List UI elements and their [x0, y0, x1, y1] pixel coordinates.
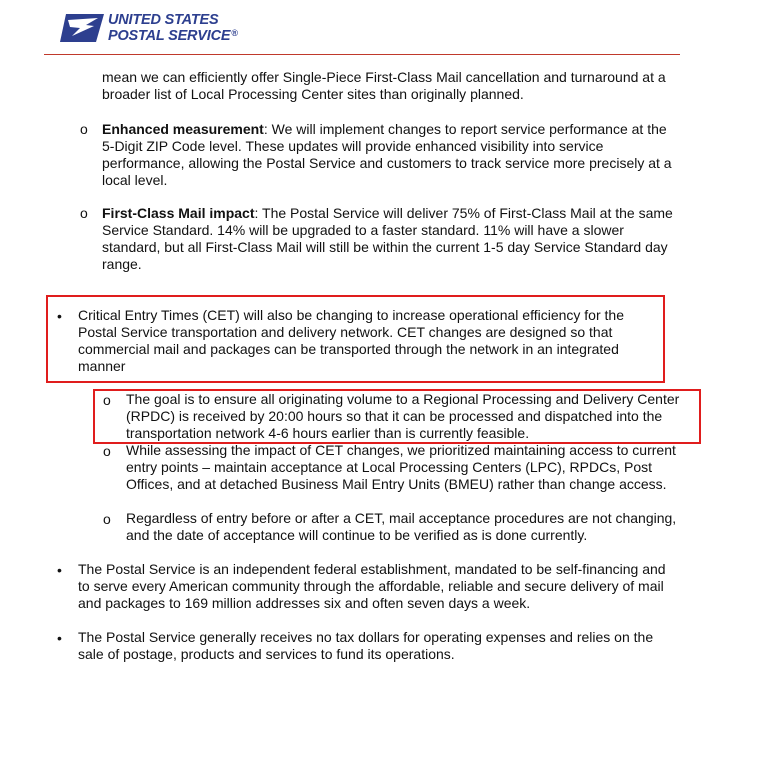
- header-rule: [44, 54, 680, 55]
- assessing-text: While assessing the impact of CET changes, we prioritized maintaining access to current entry points – maintain acceptance at Local Processing Centers (LPC), RPDCs, Post Offices, and at detached Business Mail Entry Units (BMEU) rather than change access.: [126, 442, 676, 492]
- regardless-text: Regardless of entry before or after a CET, mail acceptance procedures are not changing, and the date of acceptance will continue to be verified as is done currently.: [126, 510, 677, 543]
- bullet-cet: •: [57, 308, 62, 324]
- highlight-box-goal: [93, 389, 701, 444]
- fcm-item: [102, 205, 682, 273]
- sub-bullet-assessing: o: [103, 443, 111, 459]
- highlight-box-cet: [46, 295, 665, 383]
- measurement-text: : We will implement changes to report service performance at the 5-Digit ZIP Code level. These updates will provide enhanced visibility into service performance, allowing the Postal Service and customers to track service more precisely at a local level.: [102, 121, 672, 188]
- tax-text: The Postal Service generally receives no tax dollars for operating expenses and relies on the sale of postage, products and services to fund its operations.: [78, 629, 654, 662]
- sub-bullet-goal: o: [103, 392, 111, 408]
- measurement-title: Enhanced measurement: [102, 121, 264, 137]
- continued-text: mean we can efficiently offer Single-Piece First-Class Mail cancellation and turnaround at a broader list of Local Processing Center sites than originally planned.: [102, 69, 666, 102]
- logo-line-1: UNITED STATES: [108, 12, 219, 28]
- usps-logo: [60, 10, 240, 46]
- logo-line-2: [108, 28, 238, 44]
- sub-bullet-regardless: o: [103, 511, 111, 527]
- bullet-independent: •: [57, 562, 62, 578]
- logo-line-2-text: POSTAL SERVICE: [108, 28, 231, 44]
- fcm-text: : The Postal Service will deliver 75% of First-Class Mail at the same Service Standard. 14% will be upgraded to a faster standard. 11% will have a slower standard, but all First-Class Mail will still be within the current 1-5 day Service Standard day range.: [102, 205, 673, 272]
- sub-bullet-fcm: o: [80, 205, 88, 221]
- independent-text: The Postal Service is an independent federal establishment, mandated to be self-financing and to serve every American community through the affordable, reliable and secure delivery of mail and packages to 169 million addresses six and often seven days a week.: [78, 561, 666, 611]
- eagle-icon: [60, 12, 104, 44]
- registered-mark: ®: [231, 28, 238, 38]
- cet-text: Critical Entry Times (CET) will also be changing to increase operational efficiency for the Postal Service transportation and delivery network. CET changes are designed so that commercial mail and packages can be transported through the network in an integrated manner: [78, 307, 624, 374]
- bullet-tax: •: [57, 630, 62, 646]
- goal-text: The goal is to ensure all originating volume to a Regional Processing and Delivery Center (RPDC) is received by 20:00 hours so that it can be processed and dispatched into the transportation network 4-6 hours earlier than is currently feasible.: [126, 391, 680, 441]
- fcm-title: First-Class Mail impact: [102, 205, 255, 221]
- measurement-item: [102, 121, 682, 189]
- sub-bullet-measurement: o: [80, 121, 88, 137]
